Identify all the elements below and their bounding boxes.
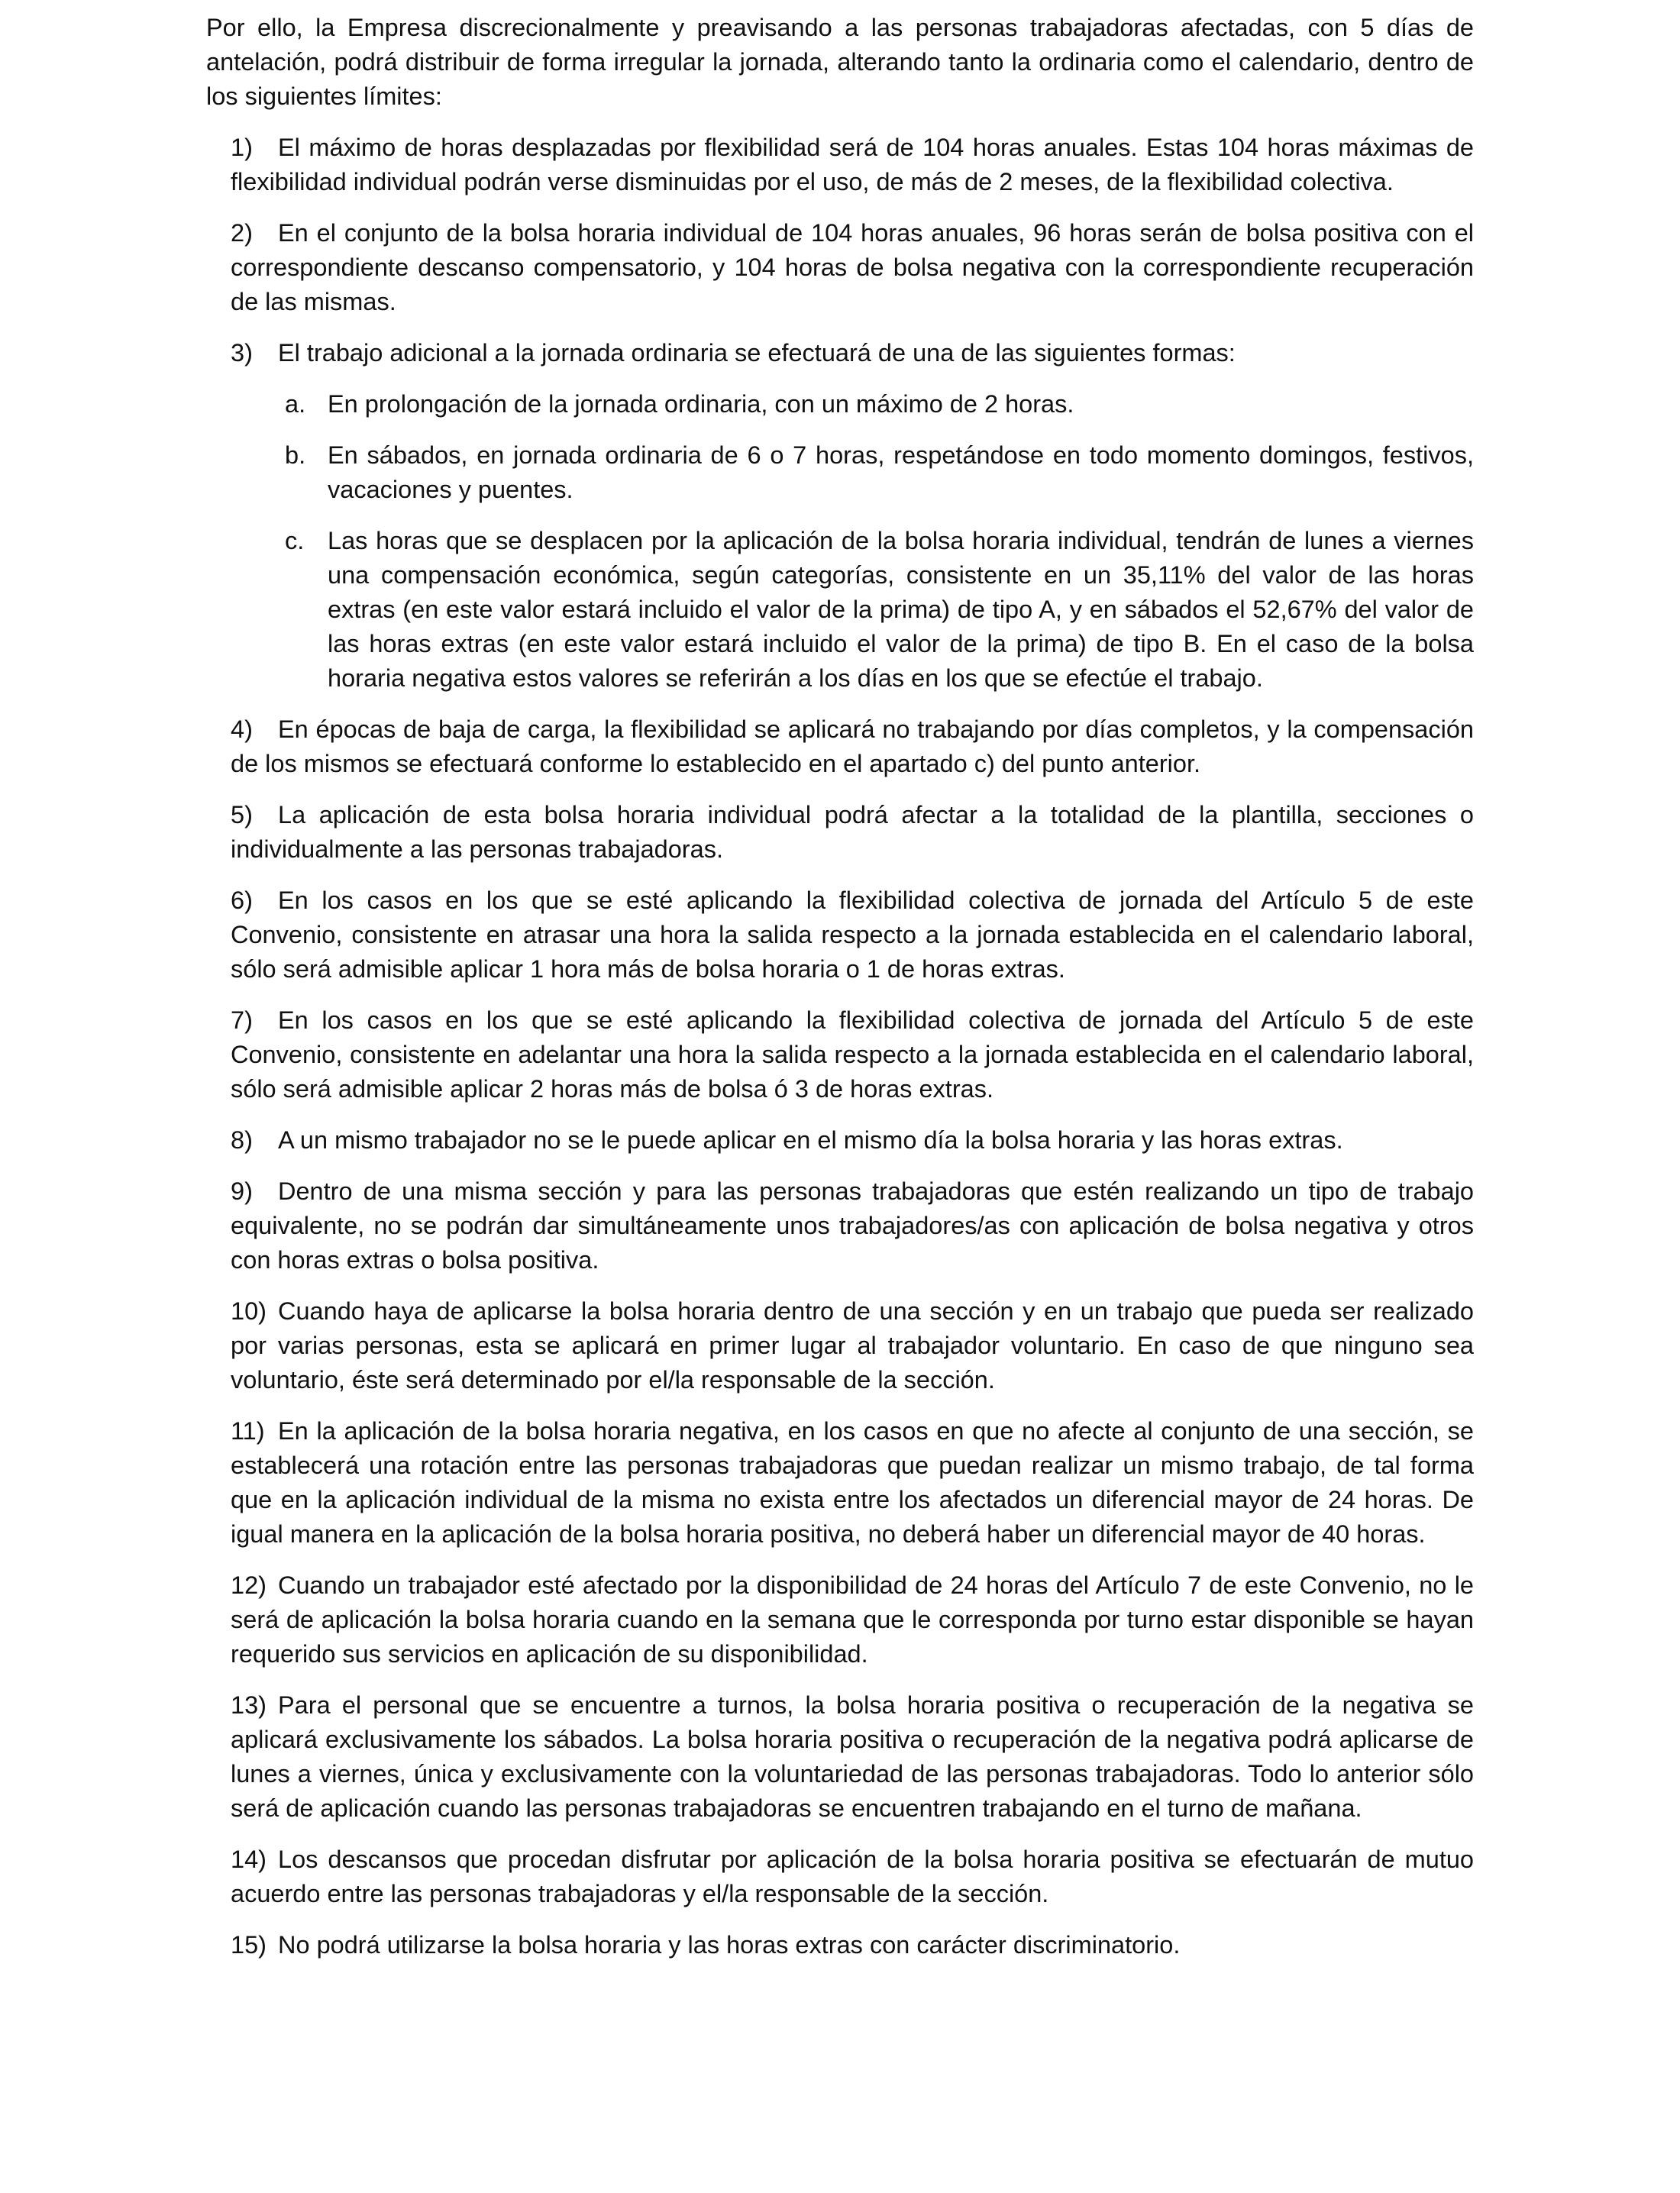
list-item: [231, 1174, 1474, 1277]
list-item: [231, 1294, 1474, 1397]
item-text: En el conjunto de la bolsa horaria individual de 104 horas anuales, 96 horas serán de bolsa positiva con el correspondiente descanso compensatorio, y 104 horas de bolsa negativa con la correspondiente recuperación de las mismas.: [231, 219, 1474, 315]
item-text: Dentro de una misma sección y para las personas trabajadoras que estén realizando un tipo de trabajo equivalente, no se podrán dar simultáneamente unos trabajadores/as con aplicación de bolsa negativa y otros con horas extras o bolsa positiva.: [231, 1177, 1474, 1274]
item-text: En épocas de baja de carga, la flexibilidad se aplicará no trabajando por días completos, y la compensación de los mismos se efectuará conforme lo establecido en el apartado c) del punto anterior.: [231, 715, 1474, 777]
item-number: 3): [231, 339, 253, 367]
list-item: [231, 1003, 1474, 1106]
document-page: [206, 11, 1474, 1979]
sub-item-letter: a.: [285, 390, 306, 418]
item-text: Para el personal que se encuentre a turnos, la bolsa horaria positiva o recuperación de la negativa se aplicará exclusivamente los sábados. La bolsa horaria positiva o recuperación de la negativa podrá aplicarse de lunes a viernes, única y exclusivamente con la voluntariedad de las personas trabajadoras. Todo lo anterior sólo será de aplicación cuando las personas trabajadoras se encuentren trabajando en el turno de mañana.: [231, 1691, 1474, 1822]
item-text: No podrá utilizarse la bolsa horaria y las horas extras con carácter discriminatorio.: [278, 1931, 1181, 1959]
item-number: 4): [231, 715, 253, 743]
item-number: 2): [231, 219, 253, 247]
list-item: [231, 336, 1474, 370]
item-number: 10): [231, 1297, 267, 1325]
item-text: A un mismo trabajador no se le puede aplicar en el mismo día la bolsa horaria y las horas extras.: [278, 1126, 1343, 1154]
sub-item-text: En sábados, en jornada ordinaria de 6 o 7 horas, respetándose en todo momento domingos, festivos, vacaciones y puentes.: [328, 441, 1474, 503]
list-item: [231, 1414, 1474, 1552]
list-item: [231, 216, 1474, 319]
list-item: [231, 712, 1474, 781]
list-item: [231, 798, 1474, 867]
list-item: [231, 883, 1474, 987]
item-number: 13): [231, 1691, 267, 1719]
sub-item: [285, 387, 1474, 421]
list-item: [231, 1843, 1474, 1911]
item-text: En la aplicación de la bolsa horaria negativa, en los casos en que no afecte al conjunto de una sección, se establecerá una rotación entre las personas trabajadoras que puedan realizar un mismo trabajo, de tal forma que en la aplicación individual de la misma no exista entre los afectados un diferencial mayor de 24 horas. De igual manera en la aplicación de la bolsa horaria positiva, no deberá haber un diferencial mayor de 40 horas.: [231, 1417, 1474, 1548]
item-number: 6): [231, 887, 253, 914]
item-text: La aplicación de esta bolsa horaria individual podrá afectar a la totalidad de la plantilla, secciones o individualmente a las personas trabajadoras.: [231, 801, 1474, 863]
item-text: Los descansos que procedan disfrutar por aplicación de la bolsa horaria positiva se efectuarán de mutuo acuerdo entre las personas trabajadoras y el/la responsable de la sección.: [231, 1846, 1474, 1907]
sub-item-text: Las horas que se desplacen por la aplicación de la bolsa horaria individual, tendrán de lunes a viernes una compensación económica, según categorías, consistente en un 35,11% del valor de las horas extras (en este valor estará incluido el valor de la prima) de tipo A, y en sábados el 52,67% del valor de las horas extras (en este valor estará incluido el valor de la prima) de tipo B. En el caso de la bolsa horaria negativa estos valores se referirán a los días en los que se efectúe el trabajo.: [328, 527, 1474, 692]
item-text: En los casos en los que se esté aplicando la flexibilidad colectiva de jornada del Artículo 5 de este Convenio, consistente en adelantar una hora la salida respecto a la jornada establecida en el calendario laboral, sólo será admisible aplicar 2 horas más de bolsa ó 3 de horas extras.: [231, 1006, 1474, 1103]
item-number: 15): [231, 1931, 267, 1959]
item-text: Cuando haya de aplicarse la bolsa horaria dentro de una sección y en un trabajo que pueda ser realizado por varias personas, esta se aplicará en primer lugar al trabajador voluntario. En caso de que ninguno sea voluntario, éste será determinado por el/la responsable de la sección.: [231, 1297, 1474, 1394]
item-number: 12): [231, 1571, 267, 1599]
sub-item-letter: b.: [285, 441, 306, 469]
item-text: Cuando un trabajador esté afectado por la disponibilidad de 24 horas del Artículo 7 de este Convenio, no le será de aplicación la bolsa horaria cuando en la semana que le corresponda por turno estar disponible se hayan requerido sus servicios en aplicación de su disponibilidad.: [231, 1571, 1474, 1668]
item-text: En los casos en los que se esté aplicando la flexibilidad colectiva de jornada del Artículo 5 de este Convenio, consistente en atrasar una hora la salida respecto a la jornada establecida en el calendario laboral, sólo será admisible aplicar 1 hora más de bolsa horaria o 1 de horas extras.: [231, 887, 1474, 983]
sub-item-letter: c.: [285, 527, 305, 554]
item-number: 9): [231, 1177, 253, 1205]
item-text: El trabajo adicional a la jornada ordinaria se efectuará de una de las siguientes formas:: [278, 339, 1236, 367]
item-number: 8): [231, 1126, 253, 1154]
list-item: [231, 1568, 1474, 1671]
intro-paragraph: Por ello, la Empresa discrecionalmente y preavisando a las personas trabajadoras afectadas, con 5 días de antelación, podrá distribuir de forma irregular la jornada, alterando tanto la ordinaria como el calendario, dentro de los siguientes límites:: [206, 14, 1474, 110]
list-item: [231, 131, 1474, 199]
item-text: El máximo de horas desplazadas por flexibilidad será de 104 horas anuales. Estas 104 horas máximas de flexibilidad individual podrán verse disminuidas por el uso, de más de 2 meses, de la flexibilidad colectiva.: [231, 134, 1474, 195]
item-number: 5): [231, 801, 253, 828]
list-item: [231, 1928, 1474, 1962]
item-number: 1): [231, 134, 253, 161]
sub-item: [285, 524, 1474, 696]
list-item: [231, 1688, 1474, 1826]
item-number: 11): [231, 1417, 265, 1445]
list-item: [231, 1123, 1474, 1158]
item-number: 7): [231, 1006, 253, 1034]
sub-item: [285, 438, 1474, 507]
item-number: 14): [231, 1846, 267, 1873]
sub-item-text: En prolongación de la jornada ordinaria, con un máximo de 2 horas.: [328, 390, 1074, 418]
